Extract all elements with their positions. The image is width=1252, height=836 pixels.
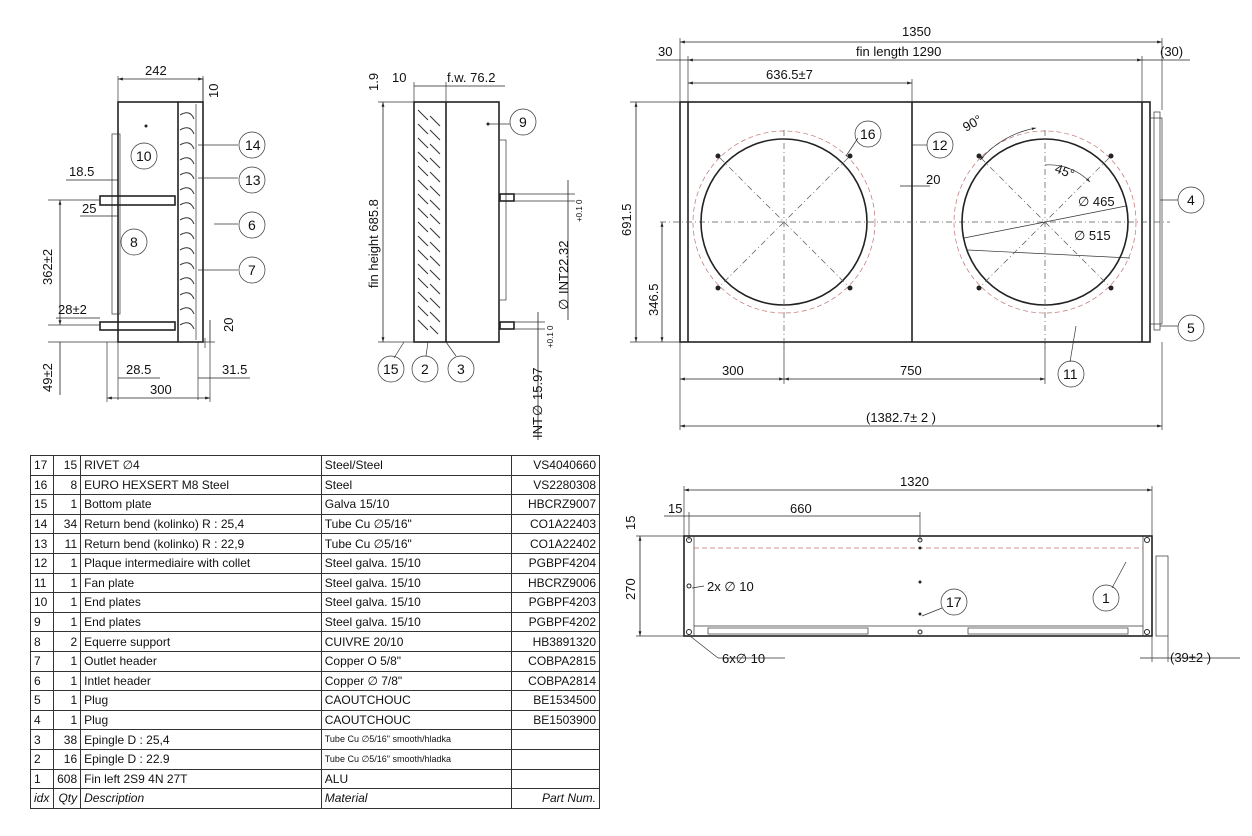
diameter-symbol-15: ∅ xyxy=(530,404,545,416)
svg-text:5: 5 xyxy=(1187,320,1195,336)
dim-28-5: 28.5 xyxy=(126,362,152,377)
bom-row xyxy=(31,730,600,750)
bom-cell-idx: 9 xyxy=(31,612,54,632)
bom-header-row xyxy=(31,789,600,809)
bom-cell-mat: Steel galva. 15/10 xyxy=(321,593,511,613)
bom-cell-qty: 16 xyxy=(53,749,80,769)
bom-cell-pn: VS2280308 xyxy=(511,475,599,495)
svg-text:6: 6 xyxy=(248,217,256,233)
bom-cell-idx: 1 xyxy=(31,769,54,789)
svg-text:3: 3 xyxy=(457,361,465,377)
bom-cell-desc: Intlet header xyxy=(81,671,322,691)
side-view xyxy=(40,63,265,402)
bom-cell-desc: Fin left 2S9 4N 27T xyxy=(81,769,322,789)
balloon-12 xyxy=(912,132,953,158)
svg-text:16: 16 xyxy=(860,126,876,142)
bom-cell-mat: Tube Cu ∅5/16" xyxy=(321,534,511,554)
bom-header-desc: Description xyxy=(81,789,322,809)
dim-346: 346.5 xyxy=(646,283,661,316)
bom-cell-idx: 13 xyxy=(31,534,54,554)
svg-text:11: 11 xyxy=(1063,366,1078,382)
bom-cell-qty: 15 xyxy=(53,456,80,476)
bom-row xyxy=(31,632,600,652)
side-view-outline xyxy=(118,102,203,342)
bom-row xyxy=(31,534,600,554)
bom-cell-qty: 608 xyxy=(53,769,80,789)
dim-300: 300 xyxy=(150,382,172,397)
bom-cell-desc: Epingle D : 22.9 xyxy=(81,749,322,769)
bom-cell-qty: 1 xyxy=(53,573,80,593)
bom-row xyxy=(31,749,600,769)
bom-cell-qty: 1 xyxy=(53,651,80,671)
dim-1320: 1320 xyxy=(900,474,929,489)
balloon-11 xyxy=(1058,326,1084,387)
bom-header-mat: Material xyxy=(321,789,511,809)
bom-cell-qty: 1 xyxy=(53,553,80,573)
balloon-15 xyxy=(378,342,404,382)
svg-text:14: 14 xyxy=(245,137,261,153)
bom-cell-mat: Steel galva. 15/10 xyxy=(321,612,511,632)
bom-cell-idx: 16 xyxy=(31,475,54,495)
tol-22: +0.1 0 xyxy=(575,199,584,222)
coil-view xyxy=(366,70,584,440)
svg-text:2: 2 xyxy=(421,361,429,377)
bom-cell-desc: Epingle D : 25,4 xyxy=(81,730,322,750)
bom-cell-qty: 11 xyxy=(53,534,80,554)
bom-row xyxy=(31,651,600,671)
dim-1382: (1382.7± 2 ) xyxy=(866,410,937,425)
bom-header-idx: idx xyxy=(31,789,54,809)
dim-660: 660 xyxy=(790,501,812,516)
balloon-17 xyxy=(922,589,967,616)
dim-fin-length: fin length 1290 xyxy=(856,44,942,59)
bom-cell-idx: 10 xyxy=(31,593,54,613)
bom-cell-pn: BE1534500 xyxy=(511,691,599,711)
bom-cell-desc: Fan plate xyxy=(81,573,322,593)
bom-row xyxy=(31,612,600,632)
bom-cell-mat: Tube Cu ∅5/16" smooth/hladka xyxy=(321,730,511,750)
bom-cell-idx: 3 xyxy=(31,730,54,750)
dim-10-top: 10 xyxy=(206,83,221,98)
balloon-16 xyxy=(846,121,881,156)
dim-636: 636.5±7 xyxy=(766,67,813,82)
bom-cell-idx: 15 xyxy=(31,495,54,515)
dim-1350: 1350 xyxy=(902,24,931,39)
svg-text:1: 1 xyxy=(1102,590,1110,606)
bom-row xyxy=(31,573,600,593)
bom-cell-pn: HBCRZ9006 xyxy=(511,573,599,593)
dim-10: 10 xyxy=(392,70,407,85)
bom-cell-mat: ALU xyxy=(321,769,511,789)
bom-cell-idx: 8 xyxy=(31,632,54,652)
bom-cell-qty: 1 xyxy=(53,495,80,515)
bom-cell-mat: Steel/Steel xyxy=(321,456,511,476)
svg-text:12: 12 xyxy=(932,137,948,153)
dim-28-2: 28±2 xyxy=(58,302,87,317)
dim-300-front: 300 xyxy=(722,363,744,378)
dim-31-5: 31.5 xyxy=(222,362,248,377)
bom-cell-mat: Tube Cu ∅5/16" smooth/hladka xyxy=(321,749,511,769)
balloon-5 xyxy=(1160,315,1204,341)
bom-row xyxy=(31,553,600,573)
bom-cell-desc: Plug xyxy=(81,710,322,730)
dim-750: 750 xyxy=(900,363,922,378)
bom-cell-mat: Copper O 5/8" xyxy=(321,651,511,671)
svg-text:15: 15 xyxy=(383,361,399,377)
bom-cell-idx: 14 xyxy=(31,514,54,534)
dia-515: ∅ 515 xyxy=(1074,228,1111,243)
bom-cell-idx: 4 xyxy=(31,710,54,730)
dim-25: 25 xyxy=(82,201,97,216)
bom-header-pn: Part Num. xyxy=(511,789,599,809)
bom-cell-mat: CAOUTCHOUC xyxy=(321,691,511,711)
balloon-7 xyxy=(198,257,265,283)
holes-2x: 2x ∅ 10 xyxy=(707,579,754,594)
dim-int-label: INT xyxy=(530,417,545,438)
bom-row xyxy=(31,475,600,495)
balloon-14 xyxy=(198,132,265,158)
dim-fw: f.w. 76.2 xyxy=(447,70,496,85)
bom-cell-mat: Copper ∅ 7/8" xyxy=(321,671,511,691)
tol-15: +0.1 0 xyxy=(546,325,555,348)
svg-text:17: 17 xyxy=(946,594,962,610)
balloon-8 xyxy=(121,229,147,255)
svg-text:9: 9 xyxy=(519,114,527,130)
bom-cell-pn: VS4040660 xyxy=(511,456,599,476)
bom-cell-mat: CAOUTCHOUC xyxy=(321,710,511,730)
bom-cell-desc: RIVET ∅4 xyxy=(81,456,322,476)
dim-691: 691.5 xyxy=(619,203,634,236)
bom-cell-mat: Steel galva. 15/10 xyxy=(321,573,511,593)
bom-row xyxy=(31,593,600,613)
inlet-pipe xyxy=(100,196,175,205)
bom-row xyxy=(31,769,600,789)
bom-cell-qty: 8 xyxy=(53,475,80,495)
dim-1-9: 1.9 xyxy=(366,72,381,91)
dia-465: ∅ 465 xyxy=(1078,194,1115,209)
bom-row xyxy=(31,710,600,730)
balloon-9 xyxy=(488,109,536,135)
bom-cell-mat: Steel xyxy=(321,475,511,495)
bom-cell-desc: Return bend (kolinko) R : 22,9 xyxy=(81,534,322,554)
coil-outline xyxy=(414,102,499,342)
bom-cell-mat: Steel galva. 15/10 xyxy=(321,553,511,573)
bom-cell-desc: Plug xyxy=(81,691,322,711)
holes-6x: 6x∅ 10 xyxy=(722,651,766,666)
bottom-view xyxy=(623,474,1240,666)
dim-242: 242 xyxy=(145,63,167,78)
dim-270: 270 xyxy=(623,578,638,600)
bom-cell-pn: HB3891320 xyxy=(511,632,599,652)
bom-cell-mat: CUIVRE 20/10 xyxy=(321,632,511,652)
svg-text:13: 13 xyxy=(245,172,261,188)
dim-int-15: 15.97 xyxy=(530,367,545,400)
balloon-2 xyxy=(412,342,438,382)
bom-cell-pn: PGBPF4204 xyxy=(511,553,599,573)
fan-left xyxy=(693,130,875,350)
bom-cell-qty: 2 xyxy=(53,632,80,652)
bom-cell-desc: Outlet header xyxy=(81,651,322,671)
bom-cell-pn: CO1A22402 xyxy=(511,534,599,554)
bom-header-qty: Qty xyxy=(53,789,80,809)
bom-cell-qty: 1 xyxy=(53,671,80,691)
bom-row xyxy=(31,691,600,711)
bom-cell-pn xyxy=(511,749,599,769)
bom-cell-pn xyxy=(511,769,599,789)
bill-of-materials xyxy=(30,455,600,809)
bom-cell-mat: Tube Cu ∅5/16" xyxy=(321,514,511,534)
diameter-symbol-22: ∅ xyxy=(556,298,571,310)
bom-cell-pn xyxy=(511,730,599,750)
bom-cell-desc: Plaque intermediaire with collet xyxy=(81,553,322,573)
bom-row xyxy=(31,671,600,691)
bom-cell-pn: BE1503900 xyxy=(511,710,599,730)
front-view xyxy=(619,24,1204,430)
bom-cell-qty: 34 xyxy=(53,514,80,534)
dim-int-22: INT22.32 xyxy=(556,240,571,294)
dim-39: (39±2 ) xyxy=(1170,650,1212,665)
dim-15-top: 15 xyxy=(623,515,638,530)
bom-cell-mat: Galva 15/10 xyxy=(321,495,511,515)
svg-text:4: 4 xyxy=(1187,192,1195,208)
dim-30-right: (30) xyxy=(1160,44,1184,59)
bom-cell-qty: 1 xyxy=(53,612,80,632)
balloon-6 xyxy=(214,212,265,238)
bom-cell-qty: 1 xyxy=(53,710,80,730)
balloon-10 xyxy=(131,143,157,169)
dim-20-front: 20 xyxy=(926,172,941,187)
bom-row xyxy=(31,495,600,515)
bom-cell-qty: 1 xyxy=(53,593,80,613)
angle-90: 90° xyxy=(960,111,985,135)
bom-cell-idx: 11 xyxy=(31,573,54,593)
bom-cell-qty: 1 xyxy=(53,691,80,711)
dim-18-5: 18.5 xyxy=(69,164,95,179)
svg-text:7: 7 xyxy=(248,262,256,278)
dim-20: 20 xyxy=(221,317,236,332)
svg-text:8: 8 xyxy=(130,234,138,250)
balloon-3 xyxy=(446,342,474,382)
bom-cell-idx: 6 xyxy=(31,671,54,691)
bom-row xyxy=(31,456,600,476)
balloon-4 xyxy=(1160,187,1204,213)
balloon-13 xyxy=(198,167,265,193)
bom-cell-idx: 5 xyxy=(31,691,54,711)
bom-cell-desc: Return bend (kolinko) R : 25,4 xyxy=(81,514,322,534)
dim-362: 362±2 xyxy=(40,248,55,285)
dim-15-left: 15 xyxy=(668,501,683,516)
outlet-pipe xyxy=(100,322,175,330)
bom-cell-desc: End plates xyxy=(81,612,322,632)
dim-fin-height: fin height 685.8 xyxy=(366,199,381,288)
bom-row xyxy=(31,514,600,534)
balloon-1 xyxy=(1093,562,1126,611)
dim-49: 49±2 xyxy=(40,363,55,392)
svg-text:10: 10 xyxy=(136,148,152,164)
bom-cell-desc: EURO HEXSERT M8 Steel xyxy=(81,475,322,495)
bom-cell-idx: 17 xyxy=(31,456,54,476)
bom-cell-pn: PGBPF4202 xyxy=(511,612,599,632)
bom-cell-pn: CO1A22403 xyxy=(511,514,599,534)
bom-cell-pn: COBPA2814 xyxy=(511,671,599,691)
bom-cell-pn: PGBPF4203 xyxy=(511,593,599,613)
bom-cell-idx: 12 xyxy=(31,553,54,573)
dim-30-left: 30 xyxy=(658,44,673,59)
bom-cell-desc: Equerre support xyxy=(81,632,322,652)
bom-cell-pn: HBCRZ9007 xyxy=(511,495,599,515)
bom-cell-desc: End plates xyxy=(81,593,322,613)
angle-45: 45° xyxy=(1052,160,1077,182)
bom-cell-idx: 2 xyxy=(31,749,54,769)
bom-cell-idx: 7 xyxy=(31,651,54,671)
bottom-outline xyxy=(684,536,1152,636)
bom-cell-desc: Bottom plate xyxy=(81,495,322,515)
bom-cell-qty: 38 xyxy=(53,730,80,750)
bom-cell-pn: COBPA2815 xyxy=(511,651,599,671)
